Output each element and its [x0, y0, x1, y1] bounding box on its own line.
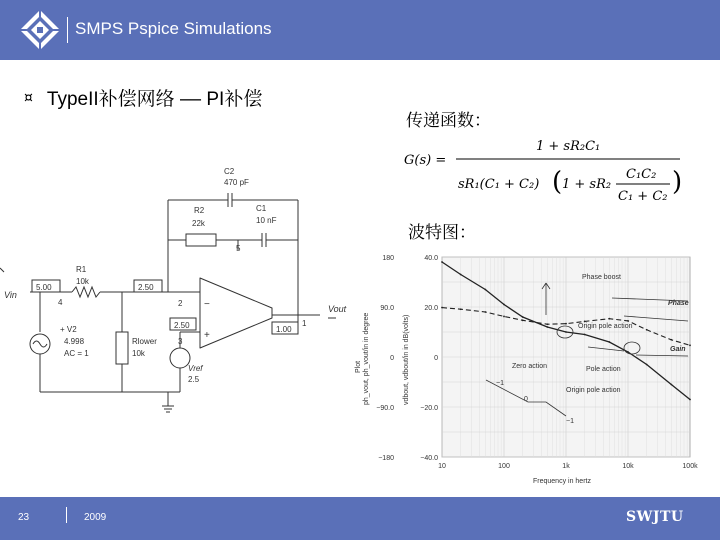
circuit-schematic	[0, 160, 360, 430]
bode-plot	[352, 255, 720, 487]
bullet-icon: ¤	[24, 89, 33, 106]
inverting-voltage-box: 2.50	[138, 283, 154, 292]
noninverting-sign: +	[204, 330, 210, 341]
phase-point	[484, 311, 486, 313]
c1-name: C1	[256, 204, 267, 213]
phase-point	[565, 323, 567, 325]
formula-inner-numerator: C₁C₂	[626, 167, 657, 182]
annotation-origin-pole-1: Origin pole action	[578, 323, 633, 330]
phase-point	[522, 319, 524, 321]
y-tick-label-right: 20.0	[424, 305, 438, 312]
node-5-label: 5	[236, 244, 241, 253]
y-tick-label-left: 90.0	[380, 305, 394, 312]
phase-point	[460, 308, 462, 310]
transfer-function-formula	[404, 134, 684, 208]
footer-divider	[66, 507, 67, 523]
rlower-value: 10k	[132, 349, 145, 358]
vref-label: Vref	[188, 364, 203, 373]
footer-band	[0, 497, 720, 540]
phase-point	[503, 316, 505, 318]
annotation-phase-boost: Phase boost	[582, 274, 621, 281]
bode-x-ticks	[438, 463, 698, 470]
bode-plot-label: 波特图：	[408, 223, 476, 243]
annotation-origin-pole-2: Origin pole action	[566, 387, 621, 394]
node-4-label: 4	[58, 298, 63, 307]
y-tick-label-right: −40.0	[420, 455, 438, 462]
formula-denominator-left: sR₁(C₁ + C₂)	[458, 177, 540, 192]
bode-y-label-right: vdbout, vdbout/in in dB(volts)	[403, 314, 410, 405]
gain-point	[441, 261, 443, 263]
y-tick-label-left: −180	[378, 455, 394, 462]
header-title: SMPS Pspice Simulations	[75, 19, 272, 38]
phase-point	[441, 307, 443, 309]
noninverting-voltage-box: 2.50	[174, 321, 190, 330]
y-tick-label-left: 0	[390, 355, 394, 362]
node-3-label: 3	[178, 337, 183, 346]
slope-minus-one-a: −1	[496, 380, 504, 387]
x-tick-label: 100k	[682, 463, 698, 470]
phase-point	[670, 339, 672, 341]
vin-voltage-box: 5.00	[36, 283, 52, 292]
header-band	[0, 0, 720, 60]
gain-point	[584, 334, 586, 336]
formula-left-paren: (	[552, 167, 563, 197]
c2-name: C2	[224, 167, 235, 176]
phase-point	[627, 320, 629, 322]
inverting-sign: −	[204, 299, 210, 310]
footer-year: 2009	[84, 512, 107, 523]
gain-point	[565, 331, 567, 333]
formula-denominator-paren: 1 + sR₂	[562, 177, 612, 192]
bode-x-label: Frequency in hertz	[533, 478, 591, 485]
gain-point	[484, 289, 486, 291]
annotation-zero-action: Zero action	[512, 363, 548, 370]
transfer-function-label: 传递函数：	[406, 111, 491, 131]
formula-inner-denominator: C₁ + C₂	[618, 189, 668, 204]
vout-label: Vout	[328, 304, 347, 314]
bullet-line	[24, 84, 262, 111]
phase-point	[646, 329, 648, 331]
gain-point	[546, 326, 548, 328]
c2-value: 470 pF	[224, 178, 249, 187]
footer-brand: SWJTU	[626, 509, 684, 525]
formula-lhs: G(s) =	[404, 153, 447, 168]
x-tick-label: 10	[438, 463, 446, 470]
vin-label: Vin	[4, 290, 17, 300]
page-number: 23	[18, 512, 30, 523]
phase-point	[608, 318, 610, 320]
bullet-text: TypeII补偿网络 –– PI补偿	[46, 89, 263, 110]
slope-zero: 0	[524, 396, 528, 403]
gain-point	[689, 399, 691, 401]
annotation-pole-action: Pole action	[586, 366, 621, 373]
header-divider	[67, 17, 68, 43]
logo-icon	[18, 8, 62, 52]
v2-value: 4.998	[64, 337, 85, 346]
annotation-gain: Gain	[670, 346, 686, 353]
c1-value: 10 nF	[256, 216, 277, 225]
v2-name: + V2	[60, 325, 77, 334]
formula-numerator: 1 + sR₂C₁	[536, 139, 601, 154]
gain-point	[460, 274, 462, 276]
x-tick-label: 1k	[562, 463, 570, 470]
gain-point	[503, 304, 505, 306]
gain-point	[670, 384, 672, 386]
rlower-name: Rlower	[132, 337, 157, 346]
r1-value: 10k	[76, 277, 89, 286]
output-voltage-box: 1.00	[276, 325, 292, 334]
y-tick-label-left: 180	[382, 255, 394, 262]
gain-point	[646, 364, 648, 366]
r1-name: R1	[76, 265, 87, 274]
y-tick-label-right: 0	[434, 355, 438, 362]
formula-right-paren: )	[672, 167, 683, 197]
vref-value: 2.5	[188, 375, 200, 384]
phase-point	[689, 344, 691, 346]
gain-point	[608, 341, 610, 343]
gain-point	[522, 316, 524, 318]
bode-y-label-mid: ph_vout, ph_vout/in in degree	[363, 312, 370, 405]
node-2-label: 2	[178, 299, 183, 308]
v2-ac: AC = 1	[64, 349, 89, 358]
phase-point	[546, 323, 548, 325]
x-tick-label: 100	[498, 463, 510, 470]
y-tick-label-left: −90.0	[376, 405, 394, 412]
x-tick-label: 10k	[622, 463, 634, 470]
bode-y-label-left: Plot	[355, 360, 362, 373]
node-1-label: 1	[302, 319, 307, 328]
y-tick-label-right: 40.0	[424, 255, 438, 262]
r2-name: R2	[194, 206, 205, 215]
y-tick-label-right: −20.0	[420, 405, 438, 412]
annotation-phase: Phase	[668, 300, 689, 307]
slope-minus-one-b: −1	[566, 418, 574, 425]
r2-value: 22k	[192, 219, 205, 228]
